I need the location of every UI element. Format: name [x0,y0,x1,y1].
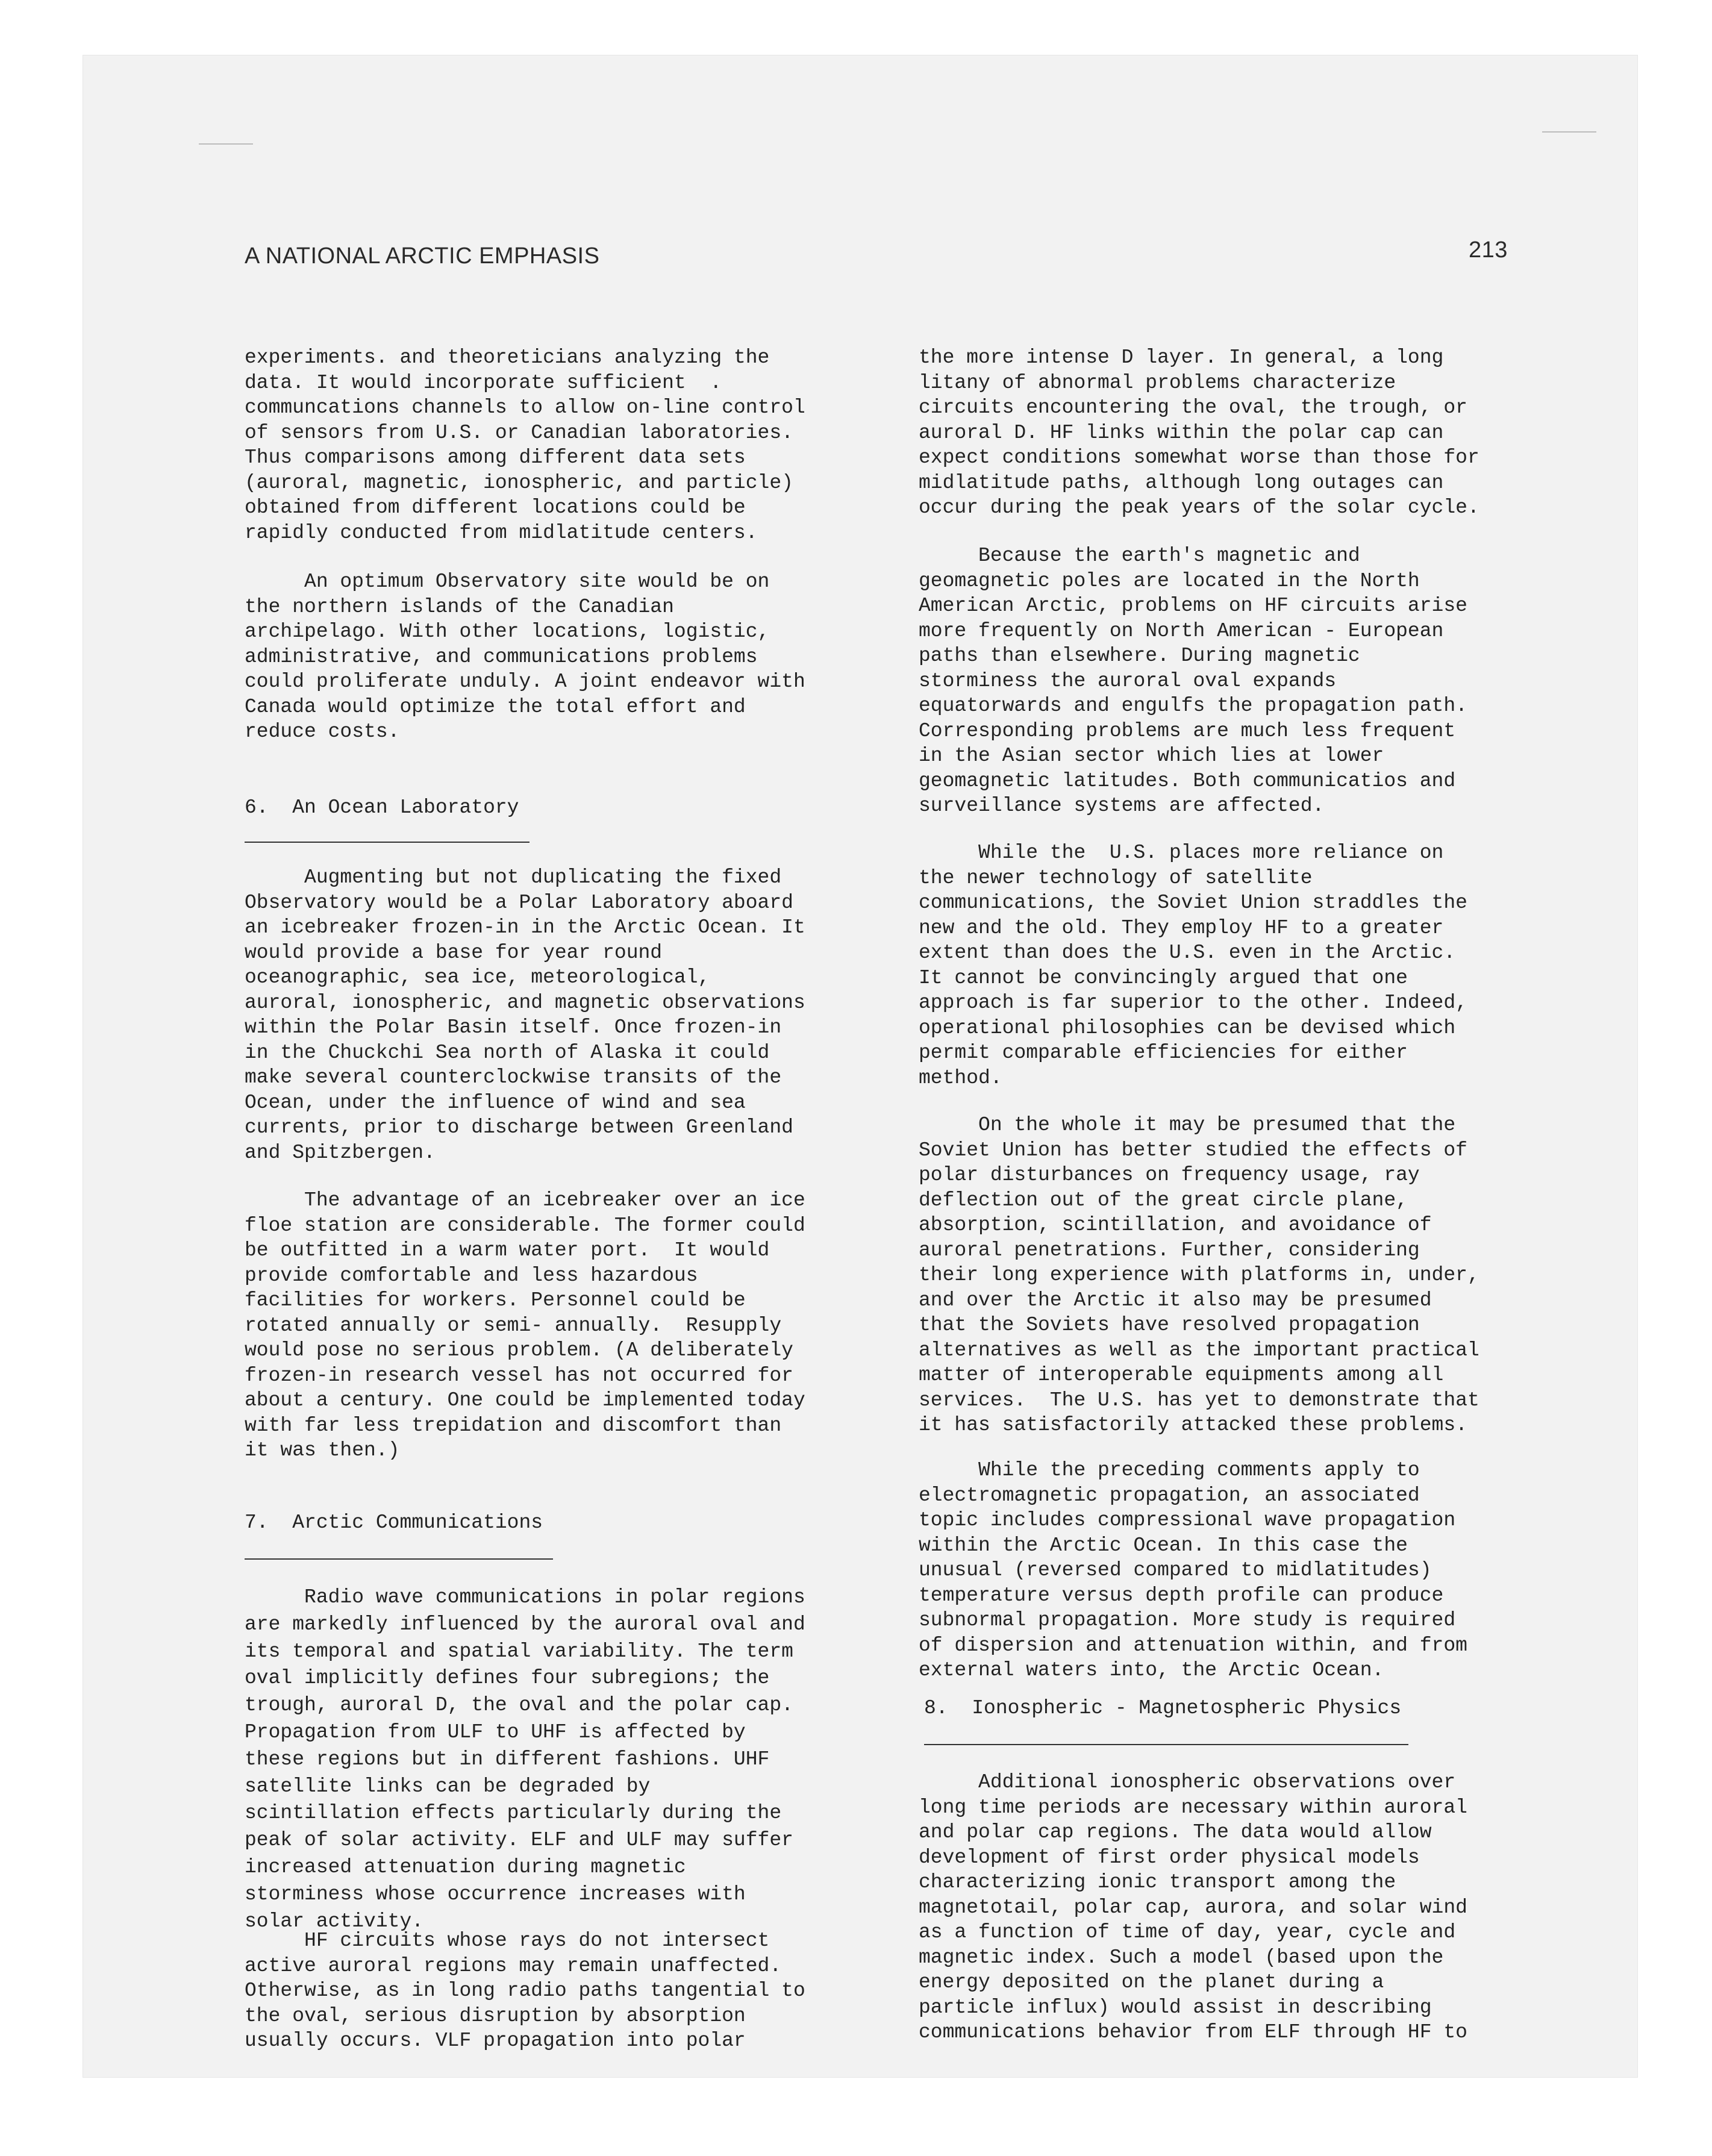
text-line: characterizing ionic transport among the [919,1871,1396,1893]
text-line: administrative, and communications problems [245,645,758,668]
text-line: in the Asian sector which lies at lower [919,745,1384,767]
text-line: Corresponding problems are much less frequent [919,719,1456,742]
section-heading-6 [245,795,519,820]
text-line: trough, auroral D, the oval and the polar cap. [245,1694,793,1717]
paragraph [919,840,1467,1090]
text-line: geomagnetic latitudes. Both communicatios and [919,769,1456,792]
section-heading-8 [924,1696,1401,1721]
text-line: that the Soviets have resolved propagation [919,1314,1420,1336]
text-line: increased attenuation during magnetic [245,1855,686,1878]
text-line: communcations channels to allow on-line control [245,396,805,419]
text-line: particle influx) would assist in describing [919,1996,1432,2019]
text-line: permit comparable efficiencies for either [919,1042,1408,1064]
text-line: (auroral, magnetic, ionospheric, and particle) [245,471,793,494]
text-line: circuits encountering the oval, the trough, or [919,396,1467,419]
text-line: would pose no serious problem. (A deliberately [245,1339,793,1361]
text-line: auroral penetrations. Further, considering [919,1239,1420,1261]
text-line: facilities for workers. Personnel could be [245,1289,746,1311]
text-line: reduce costs. [245,720,400,743]
text-line: alternatives as well as the important practical [919,1339,1479,1361]
text-line: their long experience with platforms in, under, [919,1264,1479,1286]
text-line: the newer technology of satellite [919,866,1313,889]
text-line: Propagation from ULF to UHF is affected by [245,1720,746,1743]
text-line: experiments. and theoreticians analyzing the [245,346,770,369]
text-line: as a function of time of day, year, cycle and [919,1921,1456,1943]
text-line: more frequently on North American - European [919,619,1444,642]
text-line: external waters into, the Arctic Ocean. [919,1659,1384,1681]
heading-underline [924,1744,1408,1745]
text-line: Additional ionospheric observations over [919,1771,1456,1793]
text-line: the more intense D layer. In general, a long [919,346,1444,369]
text-line: polar disturbances on frequency usage, ray [919,1164,1420,1186]
text-line: communications, the Soviet Union straddles the [919,892,1467,914]
paragraph [919,543,1467,819]
text-line: communications behavior from ELF through HF to [919,2021,1467,2043]
text-line: services. The U.S. has yet to demonstrate that [919,1389,1479,1411]
text-line: 8. Ionospheric - Magnetospheric Physics [924,1697,1402,1719]
text-line: be outfitted in a warm water port. It would [245,1239,770,1261]
text-line: and over the Arctic it also may be presumed [919,1289,1432,1311]
text-line: electromagnetic propagation, an associated [919,1484,1420,1507]
section-heading-7 [245,1510,543,1536]
text-line: Because the earth's magnetic and [919,545,1360,567]
text-line: auroral, ionospheric, and magnetic observations [245,991,805,1014]
text-line: topic includes compressional wave propagation [919,1509,1456,1531]
text-line: obtained from different locations could be [245,496,746,519]
paragraph [919,1770,1467,2045]
text-line: new and the old. They employ HF to a greater [919,916,1444,939]
text-line: development of first order physical models [919,1846,1420,1869]
text-line: magnetic index. Such a model (based upon the [919,1946,1444,1969]
text-line: Soviet Union has better studied the effects of [919,1139,1467,1161]
text-line: storminess whose occurrence increases with [245,1883,746,1905]
text-line: deflection out of the great circle plane, [919,1189,1408,1211]
text-line: usually occurs. VLF propagation into polar [245,2029,746,2052]
text-line: Augmenting but not duplicating the fixed [245,866,782,889]
scan-mark [199,143,253,145]
text-line: it was then.) [245,1439,400,1461]
text-line: active auroral regions may remain unaffected. [245,1954,782,1977]
text-line: Ocean, under the influence of wind and sea [245,1091,746,1114]
text-line: solar activity. [245,1910,424,1933]
text-line: within the Arctic Ocean. In this case the [919,1534,1408,1557]
text-line: could proliferate unduly. A joint endeavor with [245,670,805,693]
text-line: archipelago. With other locations, logistic, [245,620,770,643]
paragraph [919,1458,1467,1683]
paragraph [245,1584,805,1935]
text-line: 6. An Ocean Laboratory [245,796,519,819]
text-line: with far less trepidation and discomfort than [245,1414,782,1437]
text-line: approach is far superior to the other. Indeed, [919,992,1467,1014]
text-line: temperature versus depth profile can produce [919,1584,1444,1607]
text-line: oval implicitly defines four subregions; the [245,1667,770,1690]
text-line: peak of solar activity. ELF and ULF may suffer [245,1829,793,1852]
text-line: unusual (reversed compared to midlatitudes) [919,1559,1432,1581]
text-line: and polar cap regions. The data would allow [919,1821,1432,1843]
text-line: On the whole it may be presumed that the [919,1114,1456,1136]
text-line: rapidly conducted from midlatitude centers. [245,521,758,544]
text-line: operational philosophies can be devised which [919,1016,1456,1039]
text-line: absorption, scintillation, and avoidance of [919,1214,1432,1236]
text-line: auroral D. HF links within the polar cap can [919,421,1444,444]
paragraph [245,1928,805,2054]
text-line: expect conditions somewhat worse than those for [919,446,1479,469]
text-line: method. [919,1066,1002,1089]
text-line: scintillation effects particularly during the [245,1802,782,1825]
running-title: A NATIONAL ARCTIC EMPHASIS [245,243,600,269]
text-line: provide comfortable and less hazardous [245,1264,698,1287]
paragraph [919,345,1479,520]
text-line: an icebreaker frozen-in in the Arctic Ocean. It [245,916,805,939]
text-line: of sensors from U.S. or Canadian laboratories. [245,421,793,444]
text-line: satellite links can be degraded by [245,1775,651,1798]
text-line: rotated annually or semi- annually. Resupply [245,1314,782,1337]
heading-underline [245,842,530,843]
paragraph [919,1113,1479,1438]
text-line: Observatory would be a Polar Laboratory aboard [245,891,793,914]
text-line: subnormal propagation. More study is required [919,1609,1456,1631]
text-line: extent than does the U.S. even in the Arctic. [919,942,1456,964]
text-line: the oval, serious disruption by absorption [245,2004,746,2027]
text-line: HF circuits whose rays do not intersect [245,1929,770,1952]
scan-mark [1542,131,1596,133]
text-line: paths than elsewhere. During magnetic [919,645,1360,667]
text-line: it has satisfactorily attacked these problems. [919,1414,1467,1436]
text-line: data. It would incorporate sufficient . [245,371,722,394]
text-line: these regions but in different fashions. UHF [245,1748,770,1770]
text-line: matter of interoperable equipments among all [919,1364,1444,1386]
text-line: its temporal and spatial variability. The term [245,1640,793,1663]
heading-underline [245,1558,553,1560]
text-line: While the U.S. places more reliance on [919,842,1444,864]
text-line: Canada would optimize the total effort and [245,695,746,718]
text-line: magnetotail, polar cap, aurora, and solar wind [919,1896,1467,1919]
text-line: It cannot be convincingly argued that one [919,966,1408,989]
text-line: about a century. One could be implemented today [245,1389,805,1411]
text-line: American Arctic, problems on HF circuits arise [919,595,1467,617]
text-line: would provide a base for year round [245,941,663,964]
text-line: Thus comparisons among different data sets [245,446,746,469]
text-line: geomagnetic poles are located in the North [919,569,1420,592]
text-line: frozen-in research vessel has not occurred for [245,1364,793,1387]
text-line: of dispersion and attenuation within, and from [919,1634,1467,1657]
text-line: storminess the auroral oval expands [919,669,1337,692]
paragraph [245,865,805,1165]
text-line: While the preceding comments apply to [919,1459,1420,1481]
text-line: An optimum Observatory site would be on [245,570,770,593]
text-line: 7. Arctic Communications [245,1511,543,1534]
paragraph [245,345,805,545]
text-line: in the Chuckchi Sea north of Alaska it could [245,1041,770,1064]
paragraph [245,1188,805,1463]
paragraph [245,569,805,745]
text-line: make several counterclockwise transits of the [245,1066,782,1089]
text-line: The advantage of an icebreaker over an ice [245,1189,805,1211]
text-line: surveillance systems are affected. [919,795,1325,817]
text-line: are markedly influenced by the auroral oval and [245,1613,805,1636]
text-line: Radio wave communications in polar regions [245,1586,805,1608]
text-line: and Spitzbergen. [245,1141,436,1164]
text-line: the northern islands of the Canadian [245,595,674,618]
text-line: currents, prior to discharge between Greenland [245,1116,793,1139]
text-line: energy deposited on the planet during a [919,1971,1384,1993]
text-line: litany of abnormal problems characterize [919,371,1396,394]
text-line: floe station are considerable. The former could [245,1214,805,1237]
text-line: within the Polar Basin itself. Once frozen-in [245,1016,782,1039]
page-number: 213 [1469,237,1508,263]
text-line: occur during the peak years of the solar cycle. [919,496,1479,519]
text-line: equatorwards and engulfs the propagation path. [919,695,1467,717]
text-line: midlatitude paths, although long outages can [919,471,1444,494]
text-line: oceanographic, sea ice, meteorological, [245,966,710,989]
text-line: Otherwise, as in long radio paths tangential to [245,1979,805,2002]
text-line: long time periods are necessary within auroral [919,1796,1467,1819]
